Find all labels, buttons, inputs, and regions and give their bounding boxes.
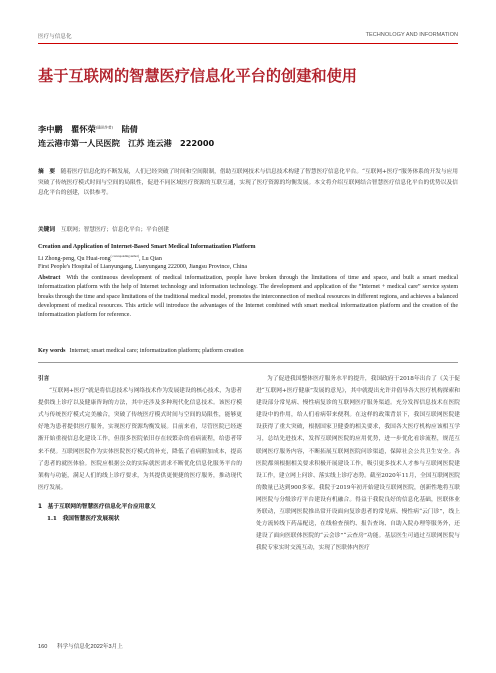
affiliation: 连云港市第一人民医院 江苏 连云港 222000 [38,138,215,148]
keywords-cn-label: 关键词 [38,227,56,233]
header-journal: TECHNOLOGY AND INFORMATION [365,32,458,38]
english-corr-note: ( corresponding author) [110,254,139,258]
section-divider [38,362,458,363]
header-section: 医疗与信息化 [38,34,72,40]
author-2: 瞿怀荣 [71,124,96,134]
body-column-left [38,373,242,525]
body-column-right [256,373,460,554]
english-keywords-label: Key words [38,348,66,354]
abstract-cn-label: 摘 要 [38,169,56,175]
page-number: 160 [38,644,48,650]
english-keywords-text: Internet; smart medical care; informatization platform; platform creation [69,348,244,354]
author-1: 李中鹏 [38,124,63,134]
paper-title: 基于互联网的智慧医疗信息化平台的创建和使用 [38,67,357,85]
english-authors [38,254,458,262]
intro-heading: 引言 [38,376,50,382]
header-rule [38,43,458,44]
abstract-cn-text: 随着医疗信息化的不断发展，人们已经突破了时间和空间限制，借助互联网技术与信息技术构建了智慧医疗信息化平台。“互联网+医疗”服务体系的开发与应用突破了传统医疗模式时间与空间的局限性，促进不同区域医疗资源的互联互通，实现了医疗资源的均衡发展。本文将介绍互联网结合智慧医疗信息化平台的优势以及信息化平台的创建，以供参考。 [38,169,458,197]
subsection-heading-1-1: 1.1 我国智慧医疗发展现状 [47,516,120,523]
english-keywords [38,348,458,354]
corresponding-note: (通讯作者) [95,125,113,130]
english-author-names: Li Zhong-peng, Qu Huai-rong [38,256,111,262]
section-heading-1: 1 基于互联网的智慧医疗信息化平台应用意义 [38,503,156,510]
english-abstract-text: With the continuous development of medical informatization, people have broken through the limitations of time and space, and built a smart medical informatization platform with the help of Internet technology and information technology. The development and application of the “Internet + medical care” service system breaks through the time and space limitations of the traditional medical model, promotes the interconnection of medical resources in different regions, and achieves a balanced development of medical resources. This article will introduce the advantages of the Internet combined with smart medical informatization platform and the creation of the informatization platform for reference. [38,275,458,319]
footer-journal: 科学与信息化2022年3月上 [56,644,123,650]
keywords-cn [38,224,169,233]
author-3: 陆倩 [121,124,138,134]
english-affiliation: First People's Hospital of Lianyungang, Lianyungang 222000, Jiangsu Province, China [38,264,248,270]
keywords-cn-text: 互联网；智慧医疗；信息化平台；平台创建 [60,227,169,233]
authors [38,124,138,135]
english-author-tail: , Lu Qian [138,256,162,262]
running-header [38,30,458,42]
intro-paragraph: “互联网+医疗”就是将信息技术与网络技术作为发展建设的核心技术，为患者提供线上诊疗以及健康咨询的方法，其中还涉及多种现代化信息技术。该医疗模式与传统医疗模式完美融合，突破了传统医疗模式时间与空间的局限性，能够更好地为患者提供医疗服务，实现医疗资源均衡发展。目前来看，尽管医院已经逐渐开始重视信息化建设工作，但很多医院依旧存在较繁杂的看病流程，给患者带来不便。互联网医院作为实体医院医疗模式的补充，降低了看病附加成本，提高了患者的就医体验。医院应根据公众的实际就医需求不断优化信息化服务平台的架构与功能，满足人们的线上诊疗要求，为其提供更便捷的医疗服务，推动现代医疗发展。 [38,388,242,491]
english-abstract-label: Abstract [38,275,61,281]
english-abstract [38,274,458,320]
abstract-cn [38,167,458,199]
body-paragraph: 为了促进我国整体医疗服务水平的提升，我国政府于2018年出台了《关于促进“互联网+医疗健康”发展的意见》，其中就提出允许并倡导各大医疗机构探索和建设部分常见病、慢性病复诊的互联网医疗服务渠道。充分发挥信息技术在医院建设中的作用，给人们看病带来便利。在这样的政策背景下，我国互联网医院建设获得了重大突破，根据国家卫健委的相关要求，我国各大医疗机构应该相互学习，总结先进技术，发挥互联网医院的应用优势，进一步优化看诊流程，规范互联网医疗服务内容，不断拓展互联网医院问诊渠道，保障社会公共卫生安全。各医院都须根据相关要求积极开展建设工作，吸引更多技术人才参与互联网医院建设工作，建立网上问诊、落实线上诊疗态势。截至2020年11月，全国互联网医院的数量已达到900多家。我院于2019年初开始建设互联网医院，创新性地将互联网医院与分级诊疗平台建设有机融合。得益于我院良好的信息化基础，医联体业务联动，互联网医院推出常开设面向复诊患者的常见病、慢性病“云门诊”，线上处方流转线下药品配送，在线检查预约、报告查询、自助入院办理等服务外，还建设了面向医联体医院的“云会诊”“云查房”功能。基层医生可通过互联网医院与我院专家实时交流互动，实现了医联体内医疗 [256,376,460,552]
english-title: Creation and Application of Internet-Based Smart Medical Informatization Platform [38,244,256,250]
page-footer [38,642,123,650]
